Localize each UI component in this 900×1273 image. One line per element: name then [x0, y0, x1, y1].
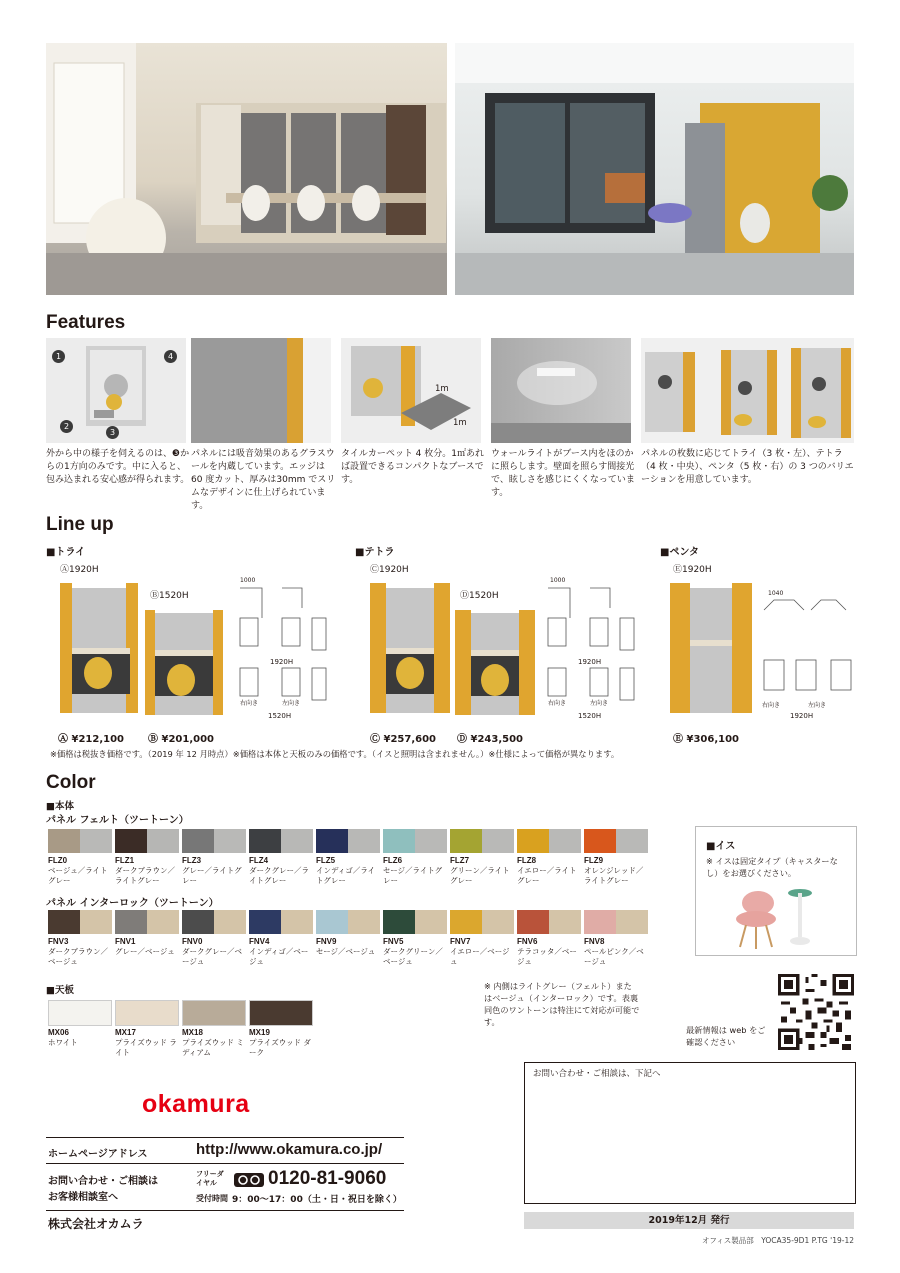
interlock-swatch-name: ダークブラウン／ベージュ [48, 947, 108, 966]
interlock-swatch-name: セージ／ベージュ [316, 947, 376, 956]
feature-image-2 [191, 338, 331, 443]
doc-code: オフィス製品部 YOCA35-9D1 P.TG '19-12 [702, 1236, 854, 1245]
top-swatch-code: MX17 [115, 1028, 136, 1037]
interlock-swatch-outer-color [182, 910, 214, 934]
top-swatch-mx18 [182, 1000, 246, 1026]
felt-swatch-outer-color [517, 829, 549, 853]
interlock-swatch-inner-color [147, 910, 179, 934]
felt-swatch-caption [115, 856, 179, 886]
lineup-tetra-right: 右向き [548, 700, 567, 707]
felt-swatch-code: FLZ3 [182, 856, 202, 865]
felt-swatch-outer-color [249, 829, 281, 853]
top-swatch-mx06 [48, 1000, 112, 1026]
interlock-swatch-inner-color [482, 910, 514, 934]
felt-swatch-code: FLZ8 [517, 856, 537, 865]
interlock-swatch-inner-color [80, 910, 112, 934]
interlock-swatch-name: イエロー／ベージュ [450, 947, 510, 966]
top-swatch-name: プライズウッド ダーク [249, 1038, 311, 1057]
interlock-swatch-inner-color [415, 910, 447, 934]
chair-box-title: ■イス [706, 841, 736, 852]
lineup-price-e: Ⓔ ¥306,100 [673, 734, 739, 745]
interlock-swatch-fnv0 [182, 910, 246, 934]
lineup-booth-e [670, 578, 752, 718]
lineup-tri-dim-1920: 1920H [270, 658, 294, 666]
felt-swatch-caption [517, 856, 581, 886]
free-dial-label: フリーダイヤル [196, 1170, 224, 1187]
interlock-swatch-inner-color [549, 910, 581, 934]
felt-swatch-outer-color [584, 829, 616, 853]
felt-swatch-code: FLZ1 [115, 856, 135, 865]
interlock-swatch-outer-color [249, 910, 281, 934]
feature-image-4 [491, 338, 631, 443]
interlock-swatch-caption [316, 937, 380, 957]
lineup-price-c: Ⓒ ¥257,600 [370, 734, 436, 745]
felt-swatch-inner-color [348, 829, 380, 853]
lineup-booth-b [145, 605, 225, 718]
lineup-model-b-label: Ⓑ1520H [150, 591, 189, 601]
okamura-logo: okamura [142, 1090, 250, 1118]
interlock-swatch-caption [48, 937, 112, 967]
top-swatch-code: MX18 [182, 1028, 203, 1037]
felt-swatch-flz4 [249, 829, 313, 853]
interlock-swatch-fnv6 [517, 910, 581, 934]
lineup-price-b: Ⓑ ¥201,000 [148, 734, 214, 745]
dimension-label-1m-a: 1m [435, 384, 449, 394]
felt-swatch-inner-color [616, 829, 648, 853]
felt-swatch-code: FLZ9 [584, 856, 604, 865]
felt-swatch-flz1 [115, 829, 179, 853]
felt-swatch-caption [182, 856, 246, 886]
felt-swatch-flz7 [450, 829, 514, 853]
inquiry-box [524, 1062, 856, 1204]
felt-swatch-outer-color [48, 829, 80, 853]
felt-swatch-outer-color [316, 829, 348, 853]
interlock-swatch-outer-color [584, 910, 616, 934]
hours-text: 9：00〜17：00（土・日・祝日を除く） [232, 1195, 402, 1205]
felt-swatch-code: FLZ6 [383, 856, 403, 865]
interlock-swatch-outer-color [316, 910, 348, 934]
felt-swatch-caption [249, 856, 313, 886]
lineup-tetra-dim-1520: 1520H [578, 712, 602, 720]
lineup-tri-plan-drawings [232, 578, 332, 718]
interlock-swatch-code: FNV3 [48, 937, 69, 946]
felt-swatch-inner-color [281, 829, 313, 853]
lineup-tetra-dim-width: 1000 [550, 577, 566, 584]
felt-swatch-code: FLZ4 [249, 856, 269, 865]
lineup-tri-dim-1520: 1520H [268, 712, 292, 720]
color-body-label: ■本体 [46, 801, 74, 812]
interlock-swatch-caption [249, 937, 313, 967]
interlock-swatch-caption [383, 937, 447, 967]
felt-swatch-inner-color [147, 829, 179, 853]
top-swatch-name: プライズウッド ライト [115, 1038, 177, 1057]
top-swatch-name: プライズウッド ミディアム [182, 1038, 244, 1057]
color-felt-label: パネル フェルト（ツートーン） [46, 815, 189, 826]
lineup-booth-d [455, 605, 535, 718]
felt-swatch-name: インディゴ／ライトグレー [316, 866, 376, 885]
felt-swatch-name: ダークブラウン／ライトグレー [115, 866, 175, 885]
homepage-label: ホームページアドレス [48, 1149, 148, 1160]
felt-swatch-flz0 [48, 829, 112, 853]
qr-code [778, 974, 854, 1050]
lineup-penta-right: 右向き [762, 702, 781, 709]
feature-text-2: パネルには吸音効果のあるグラスウールを内蔵しています。エッジは 60 度カット、厚みは30mm でスリムなデザインに仕上げられています。 [191, 449, 336, 511]
feature-text-4: ウォールライトがブース内をほのかに照らします。壁面を照らす間接光で、眩しさを感じにくくなっています。 [491, 449, 635, 498]
interlock-swatch-code: FNV1 [115, 937, 136, 946]
interlock-swatch-code: FNV8 [584, 937, 605, 946]
felt-swatch-inner-color [482, 829, 514, 853]
feature-image-5 [641, 338, 854, 443]
felt-swatch-name: セージ／ライトグレー [383, 866, 443, 885]
interlock-swatch-name: ペールピンク／ベージュ [584, 947, 644, 966]
feature-marker-2: 2 [60, 420, 73, 433]
chair-box [695, 826, 857, 956]
feature-text-1: 外から中の様子を伺えるのは、❸からの1方向のみです。中に入ると、包み込まれる安心感が得られます。 [46, 449, 190, 485]
interlock-swatch-inner-color [348, 910, 380, 934]
lineup-tetra-title: ■テトラ [355, 547, 395, 558]
felt-swatch-caption [383, 856, 447, 886]
interlock-swatch-name: ダークグレー／ベージュ [182, 947, 242, 966]
feature-marker-4: 4 [164, 350, 177, 363]
feature-marker-3: 3 [106, 426, 119, 439]
interlock-swatch-code: FNV4 [249, 937, 270, 946]
interlock-swatch-fnv8 [584, 910, 648, 934]
interlock-swatch-code: FNV6 [517, 937, 538, 946]
interlock-swatch-code: FNV7 [450, 937, 471, 946]
felt-swatch-code: FLZ0 [48, 856, 68, 865]
felt-swatch-outer-color [383, 829, 415, 853]
felt-swatch-inner-color [80, 829, 112, 853]
lineup-penta-title: ■ペンタ [660, 547, 700, 558]
lineup-price-d: Ⓓ ¥243,500 [457, 734, 523, 745]
felt-swatch-flz9 [584, 829, 648, 853]
interlock-swatch-fnv7 [450, 910, 514, 934]
top-swatch-mx17 [115, 1000, 179, 1026]
top-swatch-mx19 [249, 1000, 313, 1026]
lineup-price-note: ※価格は税抜き価格です。（2019 年 12 月時点）※価格は本体と天板のみの価格です。（イスと照明は含まれません。）※仕様によって価格が異なります。 [50, 749, 620, 759]
felt-swatch-outer-color [450, 829, 482, 853]
top-swatch-caption [115, 1028, 179, 1058]
contact-label-2: お客様相談室へ [48, 1192, 118, 1203]
felt-swatch-flz6 [383, 829, 447, 853]
lineup-model-d-label: Ⓓ1520H [460, 591, 499, 601]
lineup-heading: Line up [46, 514, 114, 535]
felt-swatch-code: FLZ7 [450, 856, 470, 865]
interlock-swatch-outer-color [48, 910, 80, 934]
interlock-swatch-outer-color [383, 910, 415, 934]
contact-label-1: お問い合わせ・ご相談は [48, 1176, 158, 1187]
interlock-swatch-caption [450, 937, 514, 967]
feature-text-5: パネルの枚数に応じてトライ（3 枚・左）、テトラ（4 枚・中央）、ペンタ（5 枚・右）の 3 つのバリエーションを用意しています。 [641, 449, 854, 485]
interlock-swatch-inner-color [616, 910, 648, 934]
interlock-swatch-caption [182, 937, 246, 967]
felt-swatch-caption [316, 856, 380, 886]
lineup-model-e-label: Ⓔ1920H [673, 565, 712, 575]
top-swatch-caption [249, 1028, 313, 1058]
felt-swatch-name: ベージュ／ライトグレー [48, 866, 108, 885]
interlock-swatch-caption [584, 937, 648, 967]
color-top-label: ■天板 [46, 985, 74, 996]
felt-swatch-flz3 [182, 829, 246, 853]
interlock-swatch-outer-color [450, 910, 482, 934]
color-interlock-label: パネル インターロック（ツートーン） [46, 898, 219, 909]
top-swatch-caption [48, 1028, 112, 1048]
interlock-swatch-name: テラコッタ／ベージュ [517, 947, 577, 966]
company-name: 株式会社オカムラ [48, 1217, 144, 1231]
lineup-penta-plan-drawings [756, 590, 856, 710]
lineup-model-c-label: Ⓒ1920H [370, 565, 409, 575]
felt-swatch-inner-color [549, 829, 581, 853]
felt-swatch-flz8 [517, 829, 581, 853]
interlock-swatch-fnv1 [115, 910, 179, 934]
color-heading: Color [46, 772, 96, 793]
interlock-swatch-fnv9 [316, 910, 380, 934]
issued-date: 2019年12月 発行 [648, 1215, 730, 1226]
interlock-swatch-code: FNV0 [182, 937, 203, 946]
lineup-booth-a [60, 578, 140, 718]
lineup-tri-left: 左向き [282, 700, 301, 707]
interlock-swatch-name: インディゴ／ベージュ [249, 947, 309, 966]
feature-image-3 [341, 338, 481, 443]
lineup-tri-right: 右向き [240, 700, 259, 707]
inner-color-note: ※ 内側はライトグレー（フェルト）またはベージュ（インターロック）です。表裏同色のワントーンは特注にて対応が可能です。 [484, 981, 640, 1027]
lineup-penta-dim-width: 1040 [768, 590, 784, 597]
lineup-tetra-plan-drawings [540, 578, 640, 718]
felt-swatch-name: イエロー／ライトグレー [517, 866, 577, 885]
qr-caption: 最新情報は web をご確認ください [686, 1025, 766, 1047]
interlock-swatch-code: FNV9 [316, 937, 337, 946]
felt-swatch-caption [584, 856, 648, 886]
felt-swatch-name: ダークグレー／ライトグレー [249, 866, 309, 885]
interlock-swatch-fnv3 [48, 910, 112, 934]
top-swatch-code: MX19 [249, 1028, 270, 1037]
felt-swatch-outer-color [115, 829, 147, 853]
top-swatch-caption [182, 1028, 246, 1058]
issued-bar [524, 1212, 854, 1229]
homepage-url-link[interactable]: http://www.okamura.co.jp/ [196, 1141, 383, 1158]
lineup-penta-dim-1920: 1920H [790, 712, 814, 720]
lineup-tetra-left: 左向き [590, 700, 609, 707]
felt-swatch-code: FLZ5 [316, 856, 336, 865]
hero-photo-left [46, 43, 447, 295]
felt-swatch-inner-color [214, 829, 246, 853]
felt-swatch-caption [48, 856, 112, 886]
interlock-swatch-outer-color [115, 910, 147, 934]
felt-swatch-name: グリーン／ライトグレー [450, 866, 510, 885]
felt-swatch-flz5 [316, 829, 380, 853]
lineup-tri-dim-width: 1000 [240, 577, 256, 584]
hours-label: 受付時間 [196, 1194, 228, 1203]
lineup-booth-c [370, 578, 450, 718]
lineup-penta-left: 左向き [808, 702, 827, 709]
phone-number[interactable]: 0120-81-9060 [268, 1168, 387, 1189]
free-dial-icon [234, 1172, 264, 1186]
footer-rule-2 [46, 1163, 404, 1164]
interlock-swatch-caption [115, 937, 179, 957]
features-heading: Features [46, 312, 126, 333]
inquiry-box-label: お問い合わせ・ご相談は、下記へ [533, 1069, 661, 1079]
interlock-swatch-name: ダークグリーン／ベージュ [383, 947, 443, 966]
interlock-swatch-name: グレー／ベージュ [115, 947, 175, 956]
lineup-tetra-dim-1920: 1920H [578, 658, 602, 666]
interlock-swatch-fnv4 [249, 910, 313, 934]
interlock-swatch-fnv5 [383, 910, 447, 934]
chair-illustration [728, 885, 828, 951]
interlock-swatch-outer-color [517, 910, 549, 934]
footer-rule-1 [46, 1137, 404, 1138]
interlock-swatch-caption [517, 937, 581, 967]
top-swatch-name: ホワイト [48, 1038, 78, 1047]
felt-swatch-caption [450, 856, 514, 886]
felt-swatch-outer-color [182, 829, 214, 853]
felt-swatch-name: オレンジレッド／ライトグレー [584, 866, 644, 885]
feature-marker-1: 1 [52, 350, 65, 363]
interlock-swatch-inner-color [214, 910, 246, 934]
chair-box-text: ※ イスは固定タイプ（キャスターなし）をお選びください。 [706, 856, 838, 878]
feature-image-1 [46, 338, 186, 443]
feature-text-3: タイルカーペット 4 枚分。1㎡あれば設置できるコンパクトなブースです。 [341, 449, 484, 485]
dimension-label-1m-b: 1m [453, 418, 467, 428]
hero-photo-right [455, 43, 854, 295]
footer-rule-3 [46, 1210, 404, 1211]
lineup-price-a: Ⓐ ¥212,100 [58, 734, 124, 745]
felt-swatch-inner-color [415, 829, 447, 853]
lineup-tri-title: ■トライ [46, 547, 86, 558]
interlock-swatch-inner-color [281, 910, 313, 934]
top-swatch-code: MX06 [48, 1028, 69, 1037]
interlock-swatch-code: FNV5 [383, 937, 404, 946]
lineup-model-a-label: Ⓐ1920H [60, 565, 99, 575]
felt-swatch-name: グレー／ライトグレー [182, 866, 242, 885]
